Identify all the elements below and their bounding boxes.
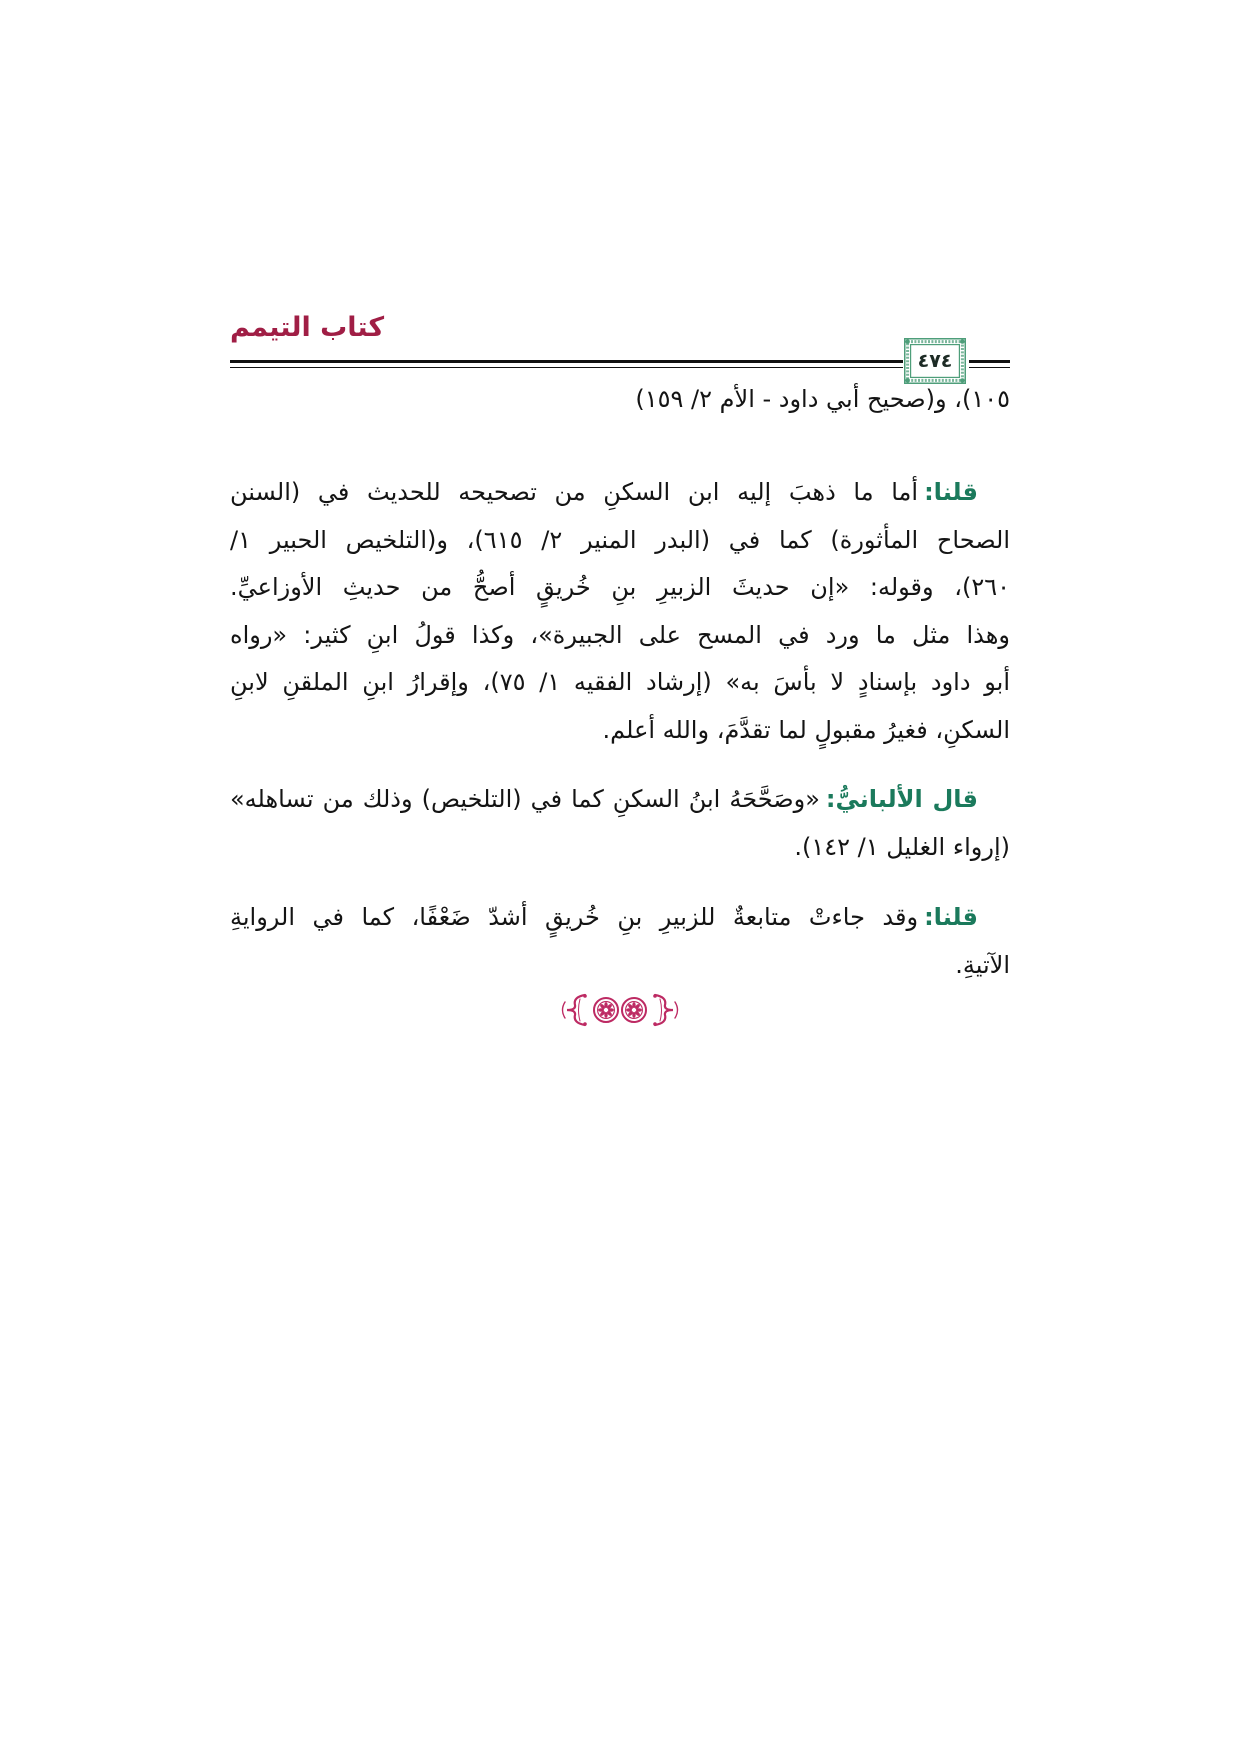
text-line xyxy=(230,469,1010,517)
rosette xyxy=(594,998,618,1022)
text-line xyxy=(230,894,1010,942)
line-text: أما ما ذهبَ إليه ابن السكنِ من تصحيحه للحديث في (السنن xyxy=(230,478,919,506)
text-line: أبو داود بإسنادٍ لا بأسَ به» (إرشاد الفقيه ١/ ٧٥)، وإقرارُ ابنِ الملقنِ لابنِ xyxy=(230,668,1010,697)
text-line: السكنِ، فغيرُ مقبولٍ لما تقدَّمَ، والله أعلم. xyxy=(602,715,1010,744)
page-number: ٤٧٤ xyxy=(917,350,953,372)
section-end-ornament xyxy=(560,993,680,1027)
paragraph xyxy=(230,469,1010,755)
text-line: وهذا مثل ما ورد في المسح على الجبيرة»، وكذا قولُ ابنِ كثير: «رواه xyxy=(230,620,1010,649)
text-line: ٢٦٠)، وقوله: «إن حديثَ الزبيرِ بنِ خُريقٍ أصحُّ من حديثِ الأوزاعيِّ. xyxy=(230,573,1010,602)
right-bracket-ornament xyxy=(653,994,677,1026)
paragraph xyxy=(230,776,1010,871)
text-line: الآتيةِ. xyxy=(955,950,1010,979)
text-line: (إرواء الغليل ١/ ١٤٢). xyxy=(794,832,1010,861)
chapter-title: كتاب التيمم xyxy=(230,312,385,343)
line-text: وقد جاءتْ متابعةٌ للزبيرِ بنِ خُريقٍ أشدّ ضَعْفًا، كما في الروايةِ xyxy=(230,903,919,931)
left-bracket-ornament xyxy=(563,994,587,1026)
speaker-label: قال الألبانيُّ: xyxy=(825,785,979,813)
main-text xyxy=(230,0,1010,1100)
floral-ornament-icon xyxy=(560,993,680,1027)
line-text: «وصَحَّحَهُ ابنُ السكنِ كما في (التلخيص) وذلك من تساهله» xyxy=(230,785,820,813)
text-line xyxy=(230,776,1010,824)
speaker-label: قلنا: xyxy=(924,478,978,506)
text-line: ١٠٥)، و(صحيح أبي داود - الأم ٢/ ١٥٩) xyxy=(635,385,1010,413)
speaker-label: قلنا: xyxy=(924,903,978,931)
paragraph xyxy=(230,894,1010,989)
text-line: الصحاح المأثورة) كما في (البدر المنير ٢/ ٦١٥)، و(التلخيص الحبير ١/ xyxy=(230,525,1010,554)
rosette xyxy=(622,998,646,1022)
paragraph xyxy=(230,376,1010,424)
